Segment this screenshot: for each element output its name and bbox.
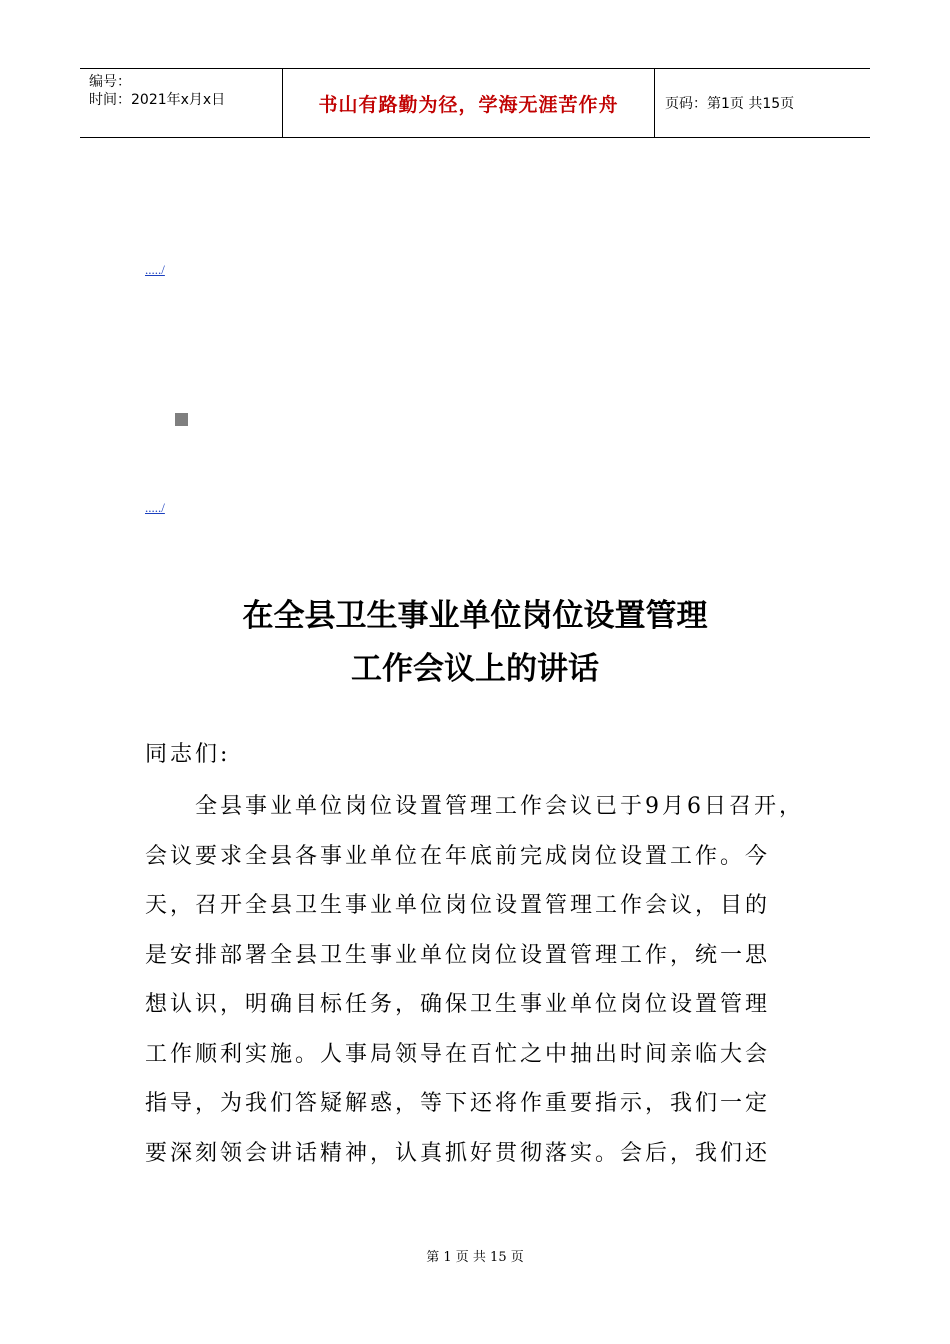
body-line: 指导，为我们答疑解惑，等下还将作重要指示，我们一定 [145,1091,771,1116]
document-number-label: 编号： [89,74,131,90]
document-title-line-1: 在全县卫生事业单位岗位设置管理 [242,598,708,634]
ellipsis-link-second[interactable]: ...../ [145,500,165,515]
header-motto: 书山有路勤为径，学海无涯苦作舟 [318,93,619,116]
document-title-line-2: 工作会议上的讲话 [351,651,599,687]
header-table [80,68,870,138]
header-page-info: 页码：第1页 共15页 [665,96,795,112]
body-line: 全县事业单位岗位设置管理工作会议已于9月6日召开， [145,794,804,819]
header-meta-cell [80,69,282,137]
body-line: 想认识，明确目标任务，确保卫生事业单位岗位设置管理 [145,992,771,1017]
body-line: 天，召开全县卫生事业单位岗位设置管理工作会议，目的 [145,893,771,918]
ellipsis-link-top[interactable]: ...../ [145,262,165,277]
body-line: 工作顺利实施。人事局领导在百忙之中抽出时间亲临大会 [145,1041,771,1067]
header-page-cell [655,69,870,137]
square-bullet-icon [175,413,188,426]
page-footer: 第 1 页 共 15 页 [426,1250,524,1265]
document-date: 时间：2021年x月x日 [89,92,226,108]
body-paragraph [145,782,825,1178]
body-line: 要深刻领会讲话精神，认真抓好贯彻落实。会后，我们还 [145,1140,771,1166]
salutation: 同志们: [145,742,231,767]
header-motto-cell [282,69,655,137]
body-line: 是安排部署全县卫生事业单位岗位设置管理工作，统一思 [145,942,771,968]
body-line: 会议要求全县各事业单位在年底前完成岗位设置工作。今 [145,843,771,869]
